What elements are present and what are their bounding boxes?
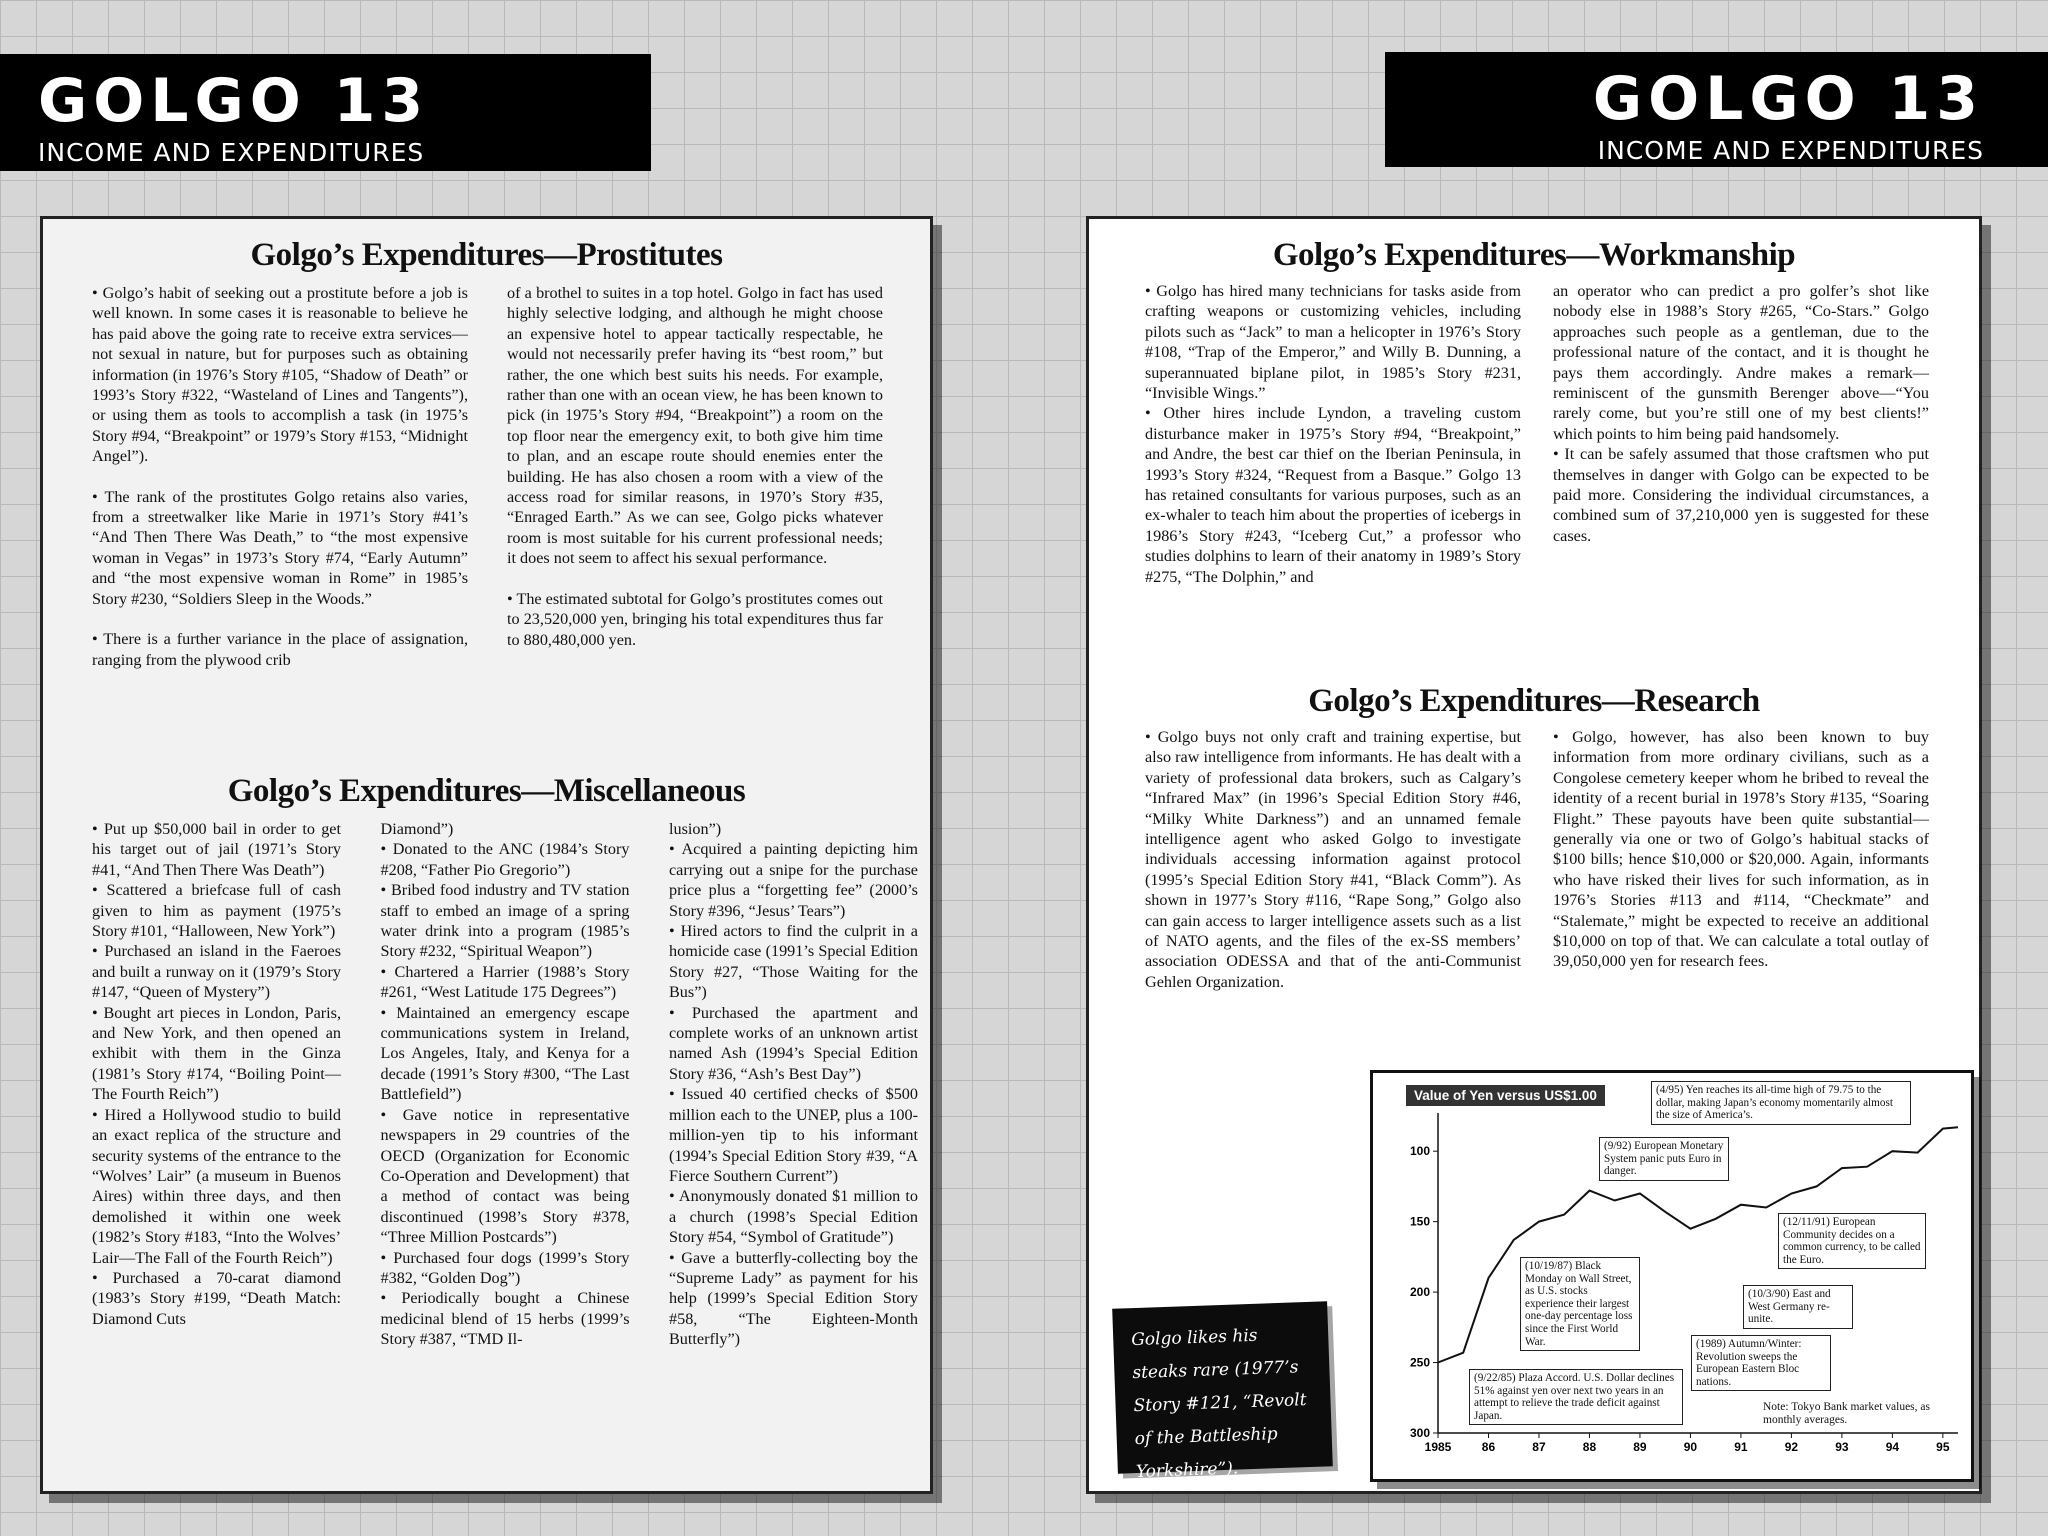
x-tick-label: 87	[1532, 1440, 1546, 1454]
list-item: • Gave notice in representative newspapers in 29 countries of the OECD (Organization for Economic Co-Operation and Development) that a method of contact was being discontinued (1998’s Story #378, “Three Million Postcards”)	[380, 1105, 630, 1247]
chart-annotation: (10/3/90) East and West Germany re-unite.	[1743, 1285, 1853, 1329]
paragraph: • Golgo has hired many technicians for tasks aside from crafting weapons or customizing vehicles, including pilots such as “Jack” to man a helicopter in 1976’s Story #108, “Trap of the Emperor,” and Willy B. Dunning, a superannuated biplane pilot, in 1985’s Story #231, “Invisible Wings.”	[1145, 282, 1521, 403]
paragraph: an operator who can predict a pro golfer’s shot like nobody else in 1988’s Story #265, “Co-Stars.” Golgo approaches such people as a gentleman, due to the professional nature of the contact, and it is thought he pays them accordingly. Andre makes a remark—reminiscent of the gunsmith Berenger above—“You rarely come, but you’re still one of my best clients!” which points to him being paid handsomely.	[1553, 282, 1929, 443]
list-item: Diamond”)	[380, 820, 454, 838]
y-tick-label: 100	[1409, 1144, 1430, 1159]
list-item: lusion”)	[669, 820, 722, 838]
misc-column-1	[92, 819, 341, 1350]
research-column-2	[1553, 727, 1929, 992]
y-tick-label: 300	[1409, 1426, 1430, 1440]
misc-column-3	[669, 819, 918, 1350]
steak-sidebar-note: Golgo likes his steaks rare (1977’s Story #121, “Revolt of the Battleship Yorkshire”).	[1112, 1301, 1333, 1473]
yen-chart	[1370, 1070, 1974, 1482]
chart-note: Note: Tokyo Bank market values, as monthly averages.	[1763, 1401, 1930, 1426]
list-item: • Bought art pieces in London, Paris, and New York, and then opened an exhibit with them in the Ginza (1981’s Story #174, “Boiling Point—The Fourth Reich”)	[92, 1003, 341, 1104]
x-tick-label: 88	[1582, 1440, 1597, 1454]
header-subtitle: INCOME AND EXPENDITURES	[38, 138, 425, 167]
x-tick-label: 92	[1784, 1440, 1799, 1454]
misc-column-2	[381, 819, 630, 1350]
header-right	[1385, 52, 2048, 167]
list-item: • Donated to the ANC (1984’s Story #208, “Father Pio Gregorio”)	[380, 840, 630, 879]
list-item: • Periodically bought a Chinese medicinal blend of 15 herbs (1999’s Story #387, “TMD Il-	[380, 1289, 630, 1349]
list-item: • Purchased a 70-carat diamond (1983’s Story #199, “Death Match: Diamond Cuts	[92, 1268, 341, 1328]
paragraph: • Golgo, however, has also been known to buy information from more ordinary civilians, such as a Congolese cemetery keeper whom he bribed to reveal the identity of a recent burial in 1978’s Story #135, “Soaring Flight.” These payouts have been quite substantial—generally via one or two of Golgo’s habitual stacks of $100 bills; hence $10,000 or $20,000. Again, informants who have risked their lives for such information, as in 1976’s Stories #113 and #114, “Checkmate” and “Stalemate,” might be expected to receive an additional $10,000 on top of that. We can calculate a total outlay of 39,050,000 yen for research fees.	[1553, 728, 1929, 971]
paragraph: • Golgo buys not only craft and training expertise, but also raw intelligence from informants. He has dealt with a variety of professional data brokers, such as Calgary’s “Infrared Max” (in 1996’s Special Edition Story #46, “Milky White Darkness”) and an unnamed female intelligence agent who asked Golgo to investigate individuals accessing information against protocol (1995’s Special Edition Story #41, “Black Comm”). As shown in 1977’s Story #116, “Rape Song,” Golgo also can gain access to larger intelligence assets such as a list of NATO agents, and the files of the ex-SS members’ association ODESSA and that of the anti-Communist Gehlen Organization.	[1145, 728, 1521, 991]
section-title-workmanship: Golgo’s Expenditures—Workmanship	[1272, 237, 1796, 273]
chart-annotation: (4/95) Yen reaches its all-time high of 79.75 to the dollar, making Japan’s economy momentarily almost the size of America’s.	[1651, 1081, 1911, 1125]
paragraph: • Golgo’s habit of seeking out a prostitute before a job is well known. In some cases it is reasonable to believe he has paid above the going rate to receive extra services—not sexual in nature, but for purposes such as obtaining information (in 1976’s Story #105, “Shadow of Death” or 1993’s Story #322, “Wasteland of Lines and Tangents”), or using them as tools to accomplish a task (in 1975’s Story #94, “Breakpoint” or 1979’s Story #153, “Midnight Angel”).	[92, 284, 468, 466]
list-item: • Purchased the apartment and complete works of an unknown artist named Ash (1994’s Special Edition Story #36, “Ash’s Best Day”)	[669, 1003, 918, 1083]
workmanship-column-2	[1553, 281, 1929, 587]
prostitutes-column-2	[507, 283, 883, 670]
left-page-panel	[40, 216, 933, 1494]
section-title-prostitutes: Golgo’s Expenditures—Prostitutes	[250, 237, 723, 273]
paragraph: of a brothel to suites in a top hotel. Golgo in fact has used highly selective lodging, and although he might choose an expensive hotel to appear tactically respectable, he would not necessarily prefer having its “best room,” but rather, the one which best suits his needs. For example, rather than one with an ocean view, he has been known to pick (in 1975’s Story #94, “Breakpoint”) a room on the top floor near the emergency exit, to both give him time to plan, and an escape route should enemies enter the building. He has also chosen a room with a view of the access road for similar reasons, in 1970’s Story #35, “Enraged Earth.” As we can see, Golgo picks whatever room is most suitable for his current professional needs; it does not seem to affect his sexual performance.	[507, 284, 883, 568]
paragraph: • It can be safely assumed that those craftsmen who put themselves in danger with Golgo can be expected to be paid more. Considering the individual circumstances, a combined sum of 37,210,000 yen is suggested for these cases.	[1553, 445, 1929, 545]
chart-annotation: (9/92) European Monetary System panic puts Euro in danger.	[1599, 1137, 1729, 1181]
paragraph: • The estimated subtotal for Golgo’s prostitutes comes out to 23,520,000 yen, bringing his total expenditures thus far to 880,480,000 yen.	[507, 589, 883, 649]
paragraph: • There is a further variance in the place of assignation, ranging from the plywood crib	[92, 630, 468, 669]
header-subtitle: INCOME AND EXPENDITURES	[1597, 136, 1984, 165]
x-tick-label: 93	[1835, 1440, 1849, 1454]
list-item: • Gave a butterfly-collecting boy the “Supreme Lady” as payment for his help (1999’s Special Edition Story #58, “The Eighteen-Month Butterfly”)	[669, 1248, 918, 1349]
header-left	[0, 54, 651, 171]
x-tick-label: 95	[1936, 1440, 1950, 1454]
y-tick-label: 250	[1409, 1355, 1430, 1370]
chart-annotation: (12/11/91) European Community decides on a common currency, to be called the Euro.	[1778, 1213, 1926, 1269]
list-item: • Purchased four dogs (1999’s Story #382, “Golden Dog”)	[380, 1248, 630, 1287]
list-item: • Hired a Hollywood studio to build an exact replica of the structure and security systems of the entrance to the “Wolves’ Lair” (a museum in Buenos Aires) within three days, and then demolished it within one week (1982’s Story #183, “Into the Wolves’ Lair—The Fall of the Fourth Reich”)	[92, 1105, 341, 1267]
y-tick-label: 150	[1409, 1214, 1430, 1229]
header-title: GOLGO 13	[38, 66, 430, 136]
y-tick-label: 200	[1409, 1285, 1430, 1300]
x-tick-label: 86	[1481, 1440, 1496, 1454]
list-item: • Issued 40 certified checks of $500 million each to the UNEP, plus a 100-million-yen tip to his informant (1994’s Special Edition Story #39, “A Fierce Southern Current”)	[669, 1085, 918, 1185]
section-title-miscellaneous: Golgo’s Expenditures—Miscellaneous	[227, 773, 746, 809]
list-item: • Chartered a Harrier (1988’s Story #261, “West Latitude 175 Degrees”)	[380, 962, 630, 1002]
research-column-1	[1145, 727, 1521, 992]
header-title: GOLGO 13	[1592, 64, 1984, 134]
list-item: • Acquired a painting depicting him carrying out a snipe for the purchase price plus a “forgetting fee” (2000’s Story #396, “Jesus’ Tears”)	[669, 840, 918, 920]
list-item: • Bribed food industry and TV station staff to embed an image of a spring water drink into a program (1985’s Story #232, “Spiritual Weapon”)	[380, 881, 630, 961]
x-tick-label: 91	[1734, 1440, 1748, 1454]
paragraph: • Other hires include Lyndon, a traveling custom disturbance maker in 1975’s Story #94, “Breakpoint,” and Andre, the best car thief on the Iberian Peninsula, in 1993’s Story #324, “Request from a Basque.” Golgo 13 has retained consultants for various purposes, such as an ex-whaler to teach him about the properties of icebergs in 1986’s Story #243, “Iceberg Cut,” a professor who studies dolphins to learn of their anatomy in 1989’s Story #275, “The Dolphin,” and	[1145, 404, 1521, 586]
x-tick-label: 89	[1633, 1440, 1647, 1454]
x-tick-label: 94	[1885, 1440, 1900, 1454]
prostitutes-column-1	[92, 283, 468, 670]
x-tick-label: 1985	[1424, 1440, 1452, 1454]
list-item: • Hired actors to find the culprit in a homicide case (1991’s Special Edition Story #27, “Those Waiting for the Bus”)	[669, 922, 918, 1002]
paragraph: • The rank of the prostitutes Golgo retains also varies, from a streetwalker like Marie in 1971’s Story #41’s “And Then There Was Death,” to “the most expensive woman in Vegas” in 1973’s Story #74, “Early Autumn” and “the most expensive woman in Rome” in 1985’s Story #230, “Soldiers Sleep in the Woods.”	[92, 487, 468, 608]
list-item: • Anonymously donated $1 million to a church (1998’s Special Edition Story #54, “Symbol of Gratitude”)	[669, 1187, 918, 1247]
chart-annotation: (10/19/87) Black Monday on Wall Street, as U.S. stocks experience their largest one-day percentage loss since the First World War.	[1520, 1257, 1640, 1351]
workmanship-column-1	[1145, 281, 1521, 587]
chart-annotation: (9/22/85) Plaza Accord. U.S. Dollar declines 51% against yen over next two years in an attempt to relieve the trade deficit against Japan.	[1469, 1369, 1683, 1425]
chart-annotation: (1989) Autumn/Winter: Revolution sweeps the European Eastern Bloc nations.	[1691, 1335, 1831, 1391]
list-item: • Scattered a briefcase full of cash given to him as payment (1975’s Story #101, “Halloween, New York”)	[92, 881, 341, 941]
x-tick-label: 90	[1683, 1440, 1698, 1454]
list-item: • Maintained an emergency escape communications system in Ireland, Los Angeles, Italy, and Kenya for a decade (1991’s Story #300, “The Last Battlefield”)	[380, 1003, 630, 1104]
list-item: • Purchased an island in the Faeroes and built a runway on it (1979’s Story #147, “Queen of Mystery”)	[92, 942, 341, 1002]
list-item: • Put up $50,000 bail in order to get his target out of jail (1971’s Story #41, “And Then There Was Death”)	[92, 820, 341, 879]
section-title-research: Golgo’s Expenditures—Research	[1308, 683, 1760, 719]
chart-title: Value of Yen versus US$1.00	[1406, 1085, 1605, 1106]
